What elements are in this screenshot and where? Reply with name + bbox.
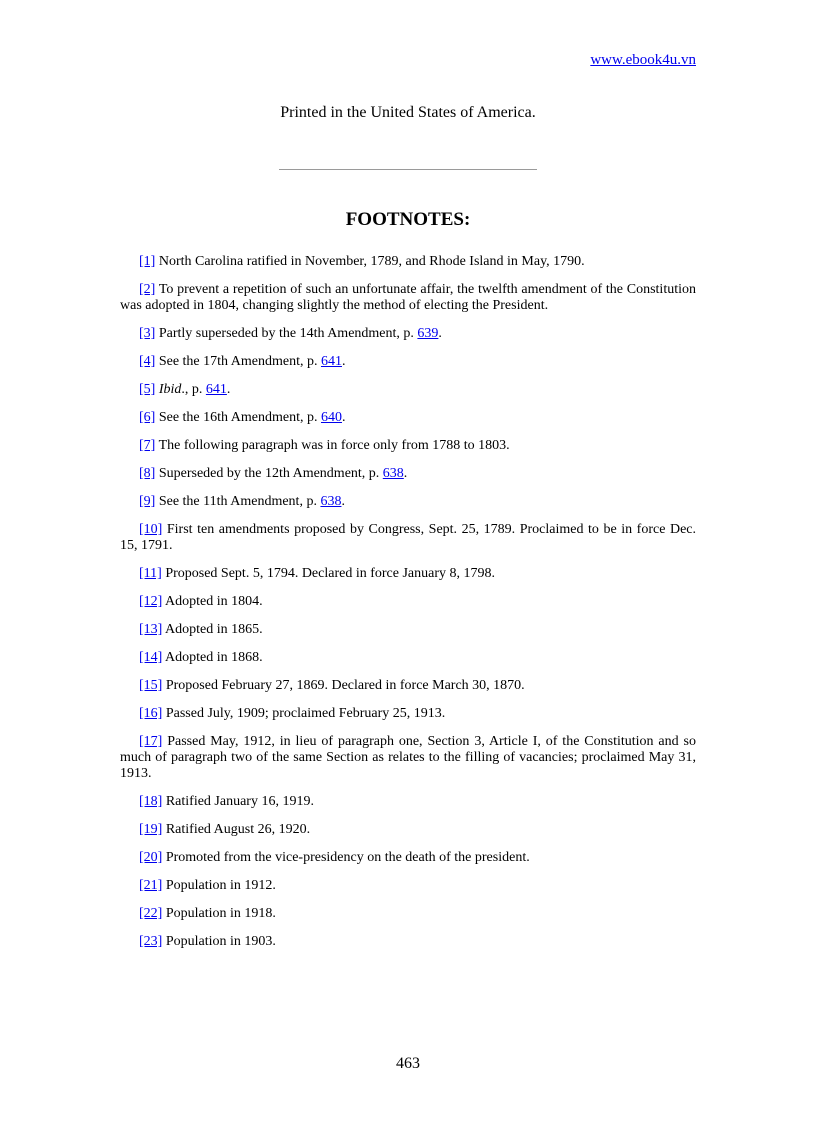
footnote-ref-link[interactable]: [15] (139, 678, 163, 693)
footnote-text: Passed July, 1909; proclaimed February 25, 1913. (162, 706, 446, 721)
footnote-text-end: . (438, 326, 442, 341)
footnote-text: Promoted from the vice-presidency on the death of the president. (162, 850, 530, 865)
footnote-text: Population in 1903. (162, 934, 276, 949)
footnote-text: North Carolina ratified in November, 1789, and Rhode Island in May, 1790. (155, 254, 585, 269)
footnote-ref-link[interactable]: [11] (139, 566, 162, 581)
footnote (120, 678, 696, 694)
footnote-text: To prevent a repetition of such an unfortunate affair, the twelfth amendment of the Constitution was adopted in 1804, changing slightly the method of electing the President. (120, 282, 696, 313)
footnote (120, 706, 696, 722)
footnote-ref-link[interactable]: [18] (139, 794, 163, 809)
footnote (120, 822, 696, 838)
page-link[interactable]: 639 (417, 326, 439, 341)
footnotes-heading: FOOTNOTES: (345, 209, 471, 230)
footnote-ref-link[interactable]: [9] (139, 494, 156, 509)
page-link[interactable]: 641 (320, 354, 342, 369)
footnote-text: ., p. (181, 382, 206, 397)
footnote-ref-link[interactable]: [17] (139, 734, 163, 749)
footnote-ref-link[interactable]: [13] (139, 622, 163, 637)
page-link[interactable]: 641 (205, 382, 227, 397)
footnote-text: See the 16th Amendment, p. (155, 410, 321, 425)
footnote-text-end: . (403, 466, 408, 481)
page-link[interactable]: 640 (320, 410, 342, 425)
footnote-text: Population in 1918. (162, 906, 276, 921)
footnote (120, 594, 696, 610)
footnote-ref-link[interactable]: [23] (139, 934, 163, 949)
footnote (120, 878, 696, 894)
page-link[interactable]: 638 (382, 466, 404, 481)
footnote (120, 566, 696, 582)
footnote-text-end: . (341, 354, 346, 369)
printed-line: Printed in the United States of America. (280, 104, 536, 121)
footnote (120, 466, 696, 482)
footnote-text: See the 17th Amendment, p. (155, 354, 321, 369)
footnote (120, 438, 696, 454)
footnote (120, 494, 696, 510)
footnote-ref-link[interactable]: [7] (139, 438, 156, 453)
site-link[interactable]: www.ebook4u.vn (590, 52, 696, 68)
footnote-ref-link[interactable]: [21] (139, 878, 163, 893)
footnote-ref-link[interactable]: [16] (139, 706, 163, 721)
footnote (120, 650, 696, 666)
footnote (120, 254, 696, 270)
footnotes-list (120, 254, 696, 962)
footnote-text: Superseded by the 12th Amendment, p. (155, 466, 383, 481)
footnote (120, 326, 696, 342)
footnote-text: First ten amendments proposed by Congress, Sept. 25, 1789. Proclaimed to be in force Dec. 15, 1791. (120, 522, 696, 553)
footnote (120, 934, 696, 950)
footnote (120, 382, 696, 398)
footnote-ref-link[interactable]: [19] (139, 822, 163, 837)
footnote-ref-link[interactable]: [2] (139, 282, 156, 297)
footnote-ref-link[interactable]: [6] (139, 410, 156, 425)
footnote (120, 522, 696, 554)
footnote-ref-link[interactable]: [22] (139, 906, 163, 921)
page-number: 463 (396, 1055, 420, 1072)
footnote-italic-text: Ibid (158, 382, 182, 397)
page-link[interactable]: 638 (320, 494, 342, 509)
footnote-ref-link[interactable]: [8] (139, 466, 156, 481)
footnote (120, 354, 696, 370)
footnote (120, 410, 696, 426)
footnote-text: Ratified January 16, 1919. (162, 794, 314, 809)
footnote-ref-link[interactable]: [4] (139, 354, 156, 369)
footnote-text: The following paragraph was in force only from 1788 to 1803. (155, 438, 510, 453)
footnote-text: Proposed February 27, 1869. Declared in force March 30, 1870. (162, 678, 525, 693)
footnote-text: Partly superseded by the 14th Amendment, p. (155, 326, 418, 341)
footnote-ref-link[interactable]: [3] (139, 326, 156, 341)
footnote-text-end: . (341, 494, 345, 509)
footnote-text: Passed May, 1912, in lieu of paragraph one, Section 3, Article I, of the Constitution and so much of paragraph two of the same Section as relates to the filling of vacancies; proclaimed May 31, 1913. (120, 734, 696, 781)
footnote-ref-link[interactable]: [10] (139, 522, 163, 537)
footnote (120, 906, 696, 922)
footnote-ref-link[interactable]: [12] (139, 594, 163, 609)
footnote (120, 850, 696, 866)
footnote-text: Ratified August 26, 1920. (162, 822, 311, 837)
footnote-ref-link[interactable]: [20] (139, 850, 163, 865)
horizontal-divider (279, 169, 537, 170)
footnote-ref-link[interactable]: [1] (139, 254, 156, 269)
footnote-text-end: . (341, 410, 346, 425)
footnote-text: Adopted in 1804. (162, 594, 263, 609)
footnote (120, 734, 696, 782)
footnote-text: Proposed Sept. 5, 1794. Declared in force January 8, 1798. (161, 566, 496, 581)
footnote-text: Adopted in 1865. (162, 622, 263, 637)
footnote (120, 622, 696, 638)
footnote (120, 282, 696, 314)
footnote (120, 794, 696, 810)
footnote-ref-link[interactable]: [14] (139, 650, 163, 665)
footnote-text: Adopted in 1868. (162, 650, 263, 665)
footnote-ref-link[interactable]: [5] (139, 382, 156, 397)
footnote-text: See the 11th Amendment, p. (155, 494, 321, 509)
footnote-text-end: . (226, 382, 231, 397)
footnote-text: Population in 1912. (162, 878, 276, 893)
